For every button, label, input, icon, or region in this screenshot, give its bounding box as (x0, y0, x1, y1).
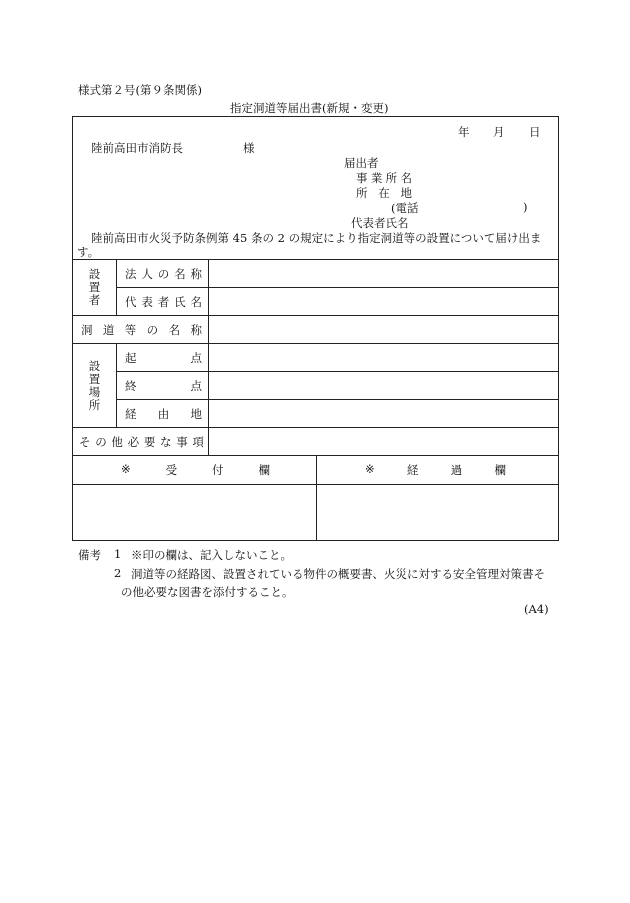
note-2-line-1: 洞道等の経路図、設置されている物件の概要書、火災に対する安全管理対策書そ (131, 567, 545, 581)
representative-name-label: 代 表 者 氏 名 (117, 288, 209, 316)
note-1-number: 1 (114, 547, 122, 561)
route-label: 経 由 地 (117, 400, 209, 428)
start-point-label: 起 点 (117, 344, 209, 372)
phone-close: ) (523, 200, 528, 214)
honorific: 様 (243, 141, 255, 155)
paper-size-label: (A4) (524, 602, 549, 616)
representative-label: 代表者氏名 (351, 216, 409, 230)
reception-column-header: ※ 受 付 欄 (73, 456, 317, 485)
applicant-label: 届出者 (344, 156, 379, 170)
note-2-number: 2 (114, 566, 122, 580)
progress-column-field[interactable] (317, 485, 559, 541)
corporate-name-field[interactable] (209, 260, 559, 288)
representative-name-field[interactable] (209, 288, 559, 316)
date-day: 日 (529, 125, 541, 139)
end-point-field[interactable] (209, 372, 559, 400)
note-2-line-2: の他必要な図書を添付すること。 (121, 585, 294, 599)
end-point-label: 終 点 (117, 372, 209, 400)
application-form-table (72, 116, 559, 541)
start-point-field[interactable] (209, 344, 559, 372)
tunnel-name-label: 洞 道 等 の 名 称 (73, 316, 209, 344)
date-month: 月 (493, 125, 505, 139)
progress-column-header: ※ 経 過 欄 (317, 456, 559, 485)
tunnel-name-field[interactable] (209, 316, 559, 344)
reception-column-field[interactable] (73, 485, 317, 541)
corporate-name-label: 法 人 の 名 称 (117, 260, 209, 288)
date-year: 年 (458, 125, 470, 139)
business-name-label: 事 業 所 名 (356, 171, 412, 185)
address-label: 所 在 地 (356, 186, 412, 200)
header-cell (73, 117, 559, 260)
statement-line-2: す。 (77, 245, 100, 259)
other-items-label: そ の 他 必 要 な 事 項 (73, 428, 209, 456)
installer-group-label: 設 置 者 (73, 260, 117, 316)
form-number: 様式第２号(第９条関係) (78, 83, 202, 97)
notes-label: 備考 (78, 548, 101, 562)
phone-open: (電話 (391, 201, 419, 215)
other-items-field[interactable] (209, 428, 559, 456)
location-group-label: 設 置 場 所 (73, 344, 117, 428)
page-title: 指定洞道等届出書(新規・変更) (230, 101, 389, 115)
route-field[interactable] (209, 400, 559, 428)
addressee: 陸前高田市消防長 (91, 141, 183, 155)
statement-line-1: 陸前高田市火災予防条例第 45 条の 2 の規定により指定洞道等の設置について届け出ま (91, 231, 542, 245)
note-1: ※印の欄は、記入しないこと。 (131, 548, 292, 562)
